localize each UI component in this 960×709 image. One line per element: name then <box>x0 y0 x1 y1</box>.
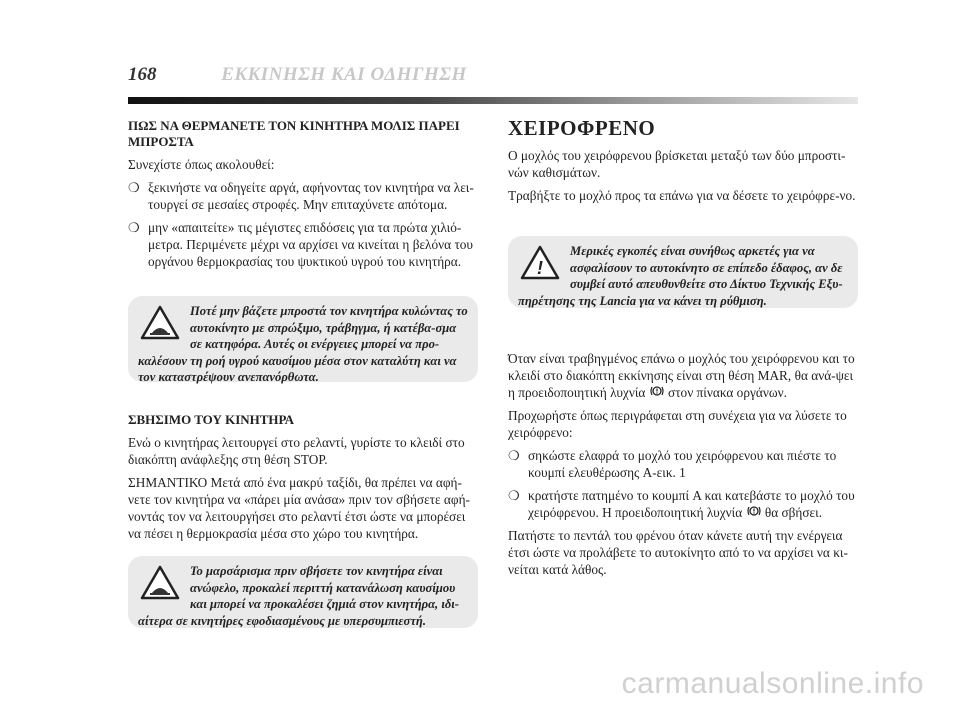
warmup-bullet-2: μην «απαιτείτε» τις μέγιστες επιδόσεις για τα πρώτα χιλιό-μετρα. Περιμένετε μέχρι να αρχίσει να κινείται η βελόνα του οργάνου θερμοκρασίας του ψυκτικού υγρού του κινητήρα. <box>148 220 474 269</box>
release-bullet-1: σηκώστε ελαφρά το μοχλό του χειρόφρενου και πιέστε το κουμπί ελευθέρωσης A-εικ. 1 <box>528 448 837 480</box>
warmup-intro: Συνεχίστε όπως ακολουθεί: <box>128 157 275 172</box>
warning-box-revving <box>128 556 478 628</box>
warning-triangle-icon <box>140 305 182 349</box>
list-item <box>128 179 478 213</box>
page-header <box>128 64 467 86</box>
stop-paragraph-2: ΣΗΜΑΝΤΙΚΟ Μετά από ένα μακρύ ταξίδι, θα πρέπει να αφή-νετε τον κινητήρα να «πάρει μία ανάσα» πριν τον σβήσετε αφή-νοντάς τον να λειτουργήσει στο ρελαντί έτσι ώστε να μπορέσει να πέσει η θερμοκρασία μέσα στο χώρο του κινητήρα. <box>128 475 470 541</box>
list-item: ❍ κρατήστε πατημένο το κουμπί A και κατεβάστε το μοχλό του χειρόφρενου. Η προειδοποιητική λυχνία θα σβήσει. <box>508 488 855 520</box>
bullet-marker: ❍ <box>508 448 520 463</box>
header-rule <box>128 97 858 104</box>
handbrake-paragraph-1: Ο μοχλός του χειρόφρενου βρίσκεται μεταξύ των δύο μπροστι-νών καθισμάτων. <box>508 148 846 180</box>
engaged-paragraph: Όταν είναι τραβηγμένος επάνω ο μοχλός του χειρόφρενου και το κλειδί στο διακόπτη εκκίνησης είναι στη θέση MAR, θα ανά-ψει η προειδοποιητική λυχνία στον πίνακα οργάνων. <box>508 351 855 400</box>
warning-text-handbrake: Μερικές εγκοπές είναι συνήθως αρκετές για να ασφαλίσουν το αυτοκίνητο σε επίπεδο έδαφος, αν δε συμβεί αυτό απευθυνθείτε στο Δίκτυο Τεχνικής Εξυ-πηρέτησης της Lancia για να κάνει τη ρύθμιση. <box>518 244 843 308</box>
warning-triangle-icon <box>140 565 182 609</box>
stop-paragraph-1: Ενώ ο κινητήρας λειτουργεί στο ρελαντί, γυρίστε το κλειδί στο διακόπτη ανάφλεξης στη θέση STOP. <box>128 435 465 467</box>
warning-triangle-icon <box>520 245 562 289</box>
brake-warning-lamp-icon <box>746 504 762 521</box>
bullet-marker: ❍ <box>128 180 140 195</box>
warmup-bullet-1: ξεκινήστε να οδηγείτε αργά, αφήνοντας τον κινητήρα να λει-τουργεί σε μεσαίες στροφές. Μην επιταχύνετε απότομα. <box>148 180 474 212</box>
warning-text-revving: Το μαρσάρισμα πριν σβήσετε τον κινητήρα είναι ανώφελο, προκαλεί περιττή κατανάλωση καυσίμου και μπορεί να προκαλέσει ζημιά στον κινητήρα, ιδι-αίτερα σε κινητήρες εφοδιασμένους με υπερσυμπιεστή. <box>138 564 460 628</box>
section-title: ΕΚΚΙΝΗΣΗ ΚΑΙ ΟΔΗΓΗΣΗ <box>221 64 467 85</box>
left-column-lower <box>128 412 478 548</box>
bullet-marker: ❍ <box>508 488 520 503</box>
bullet-marker: ❍ <box>128 220 140 235</box>
release-intro: Προχωρήστε όπως περιγράφεται στη συνέχεια για να λύσετε το χειρόφρενο: <box>508 408 847 440</box>
stop-heading: ΣΒΗΣΙΜΟ ΤΟΥ ΚΙΝΗΤΗΡΑ <box>128 412 294 427</box>
right-column <box>508 118 858 210</box>
warning-text-push-start: Ποτέ μην βάζετε μπροστά τον κινητήρα κυλώντας το αυτοκίνητο με σπρώξιμο, τράβηγμα, ή κατέβα-σμα σε κατηφόρα. Αυτές οι ενέργειες μπορεί να προ-καλέσουν τη ροή υγρού καυσίμου μέσα στον καταλύτη και να τον καταστρέψουν ανεπανόρθωτα. <box>138 304 468 384</box>
handbrake-paragraph-2: Τραβήξτε το μοχλό προς τα επάνω για να δέσετε το χειρόφρε-νο. <box>508 188 856 203</box>
handbrake-heading: ΧΕΙΡΟΦΡΕΝΟ <box>508 116 656 140</box>
watermark: carmanualsonline.info <box>621 667 924 700</box>
left-column <box>128 118 478 276</box>
list-item <box>508 447 858 481</box>
final-paragraph: Πατήστε το πεντάλ του φρένου όταν κάνετε αυτή την ενέργεια έτσι ώστε να προλάβετε το αυτοκίνητο από το να αρχίσει να κι-νείται κατά λάθος. <box>508 528 848 577</box>
warning-box-push-start <box>128 296 478 382</box>
brake-warning-lamp-icon <box>649 384 665 401</box>
svg-text:!: ! <box>537 258 543 278</box>
warning-box-handbrake <box>508 236 858 308</box>
list-item <box>128 219 478 270</box>
right-column-lower <box>508 350 858 584</box>
warmup-heading: ΠΩΣ ΝΑ ΘΕΡΜΑΝΕΤΕ ΤΟΝ ΚΙΝΗΤΗΡΑ ΜΟΛΙΣ ΠΑΡΕΙ ΜΠΡΟΣΤΑ <box>128 118 460 149</box>
page-number: 168 <box>128 64 157 85</box>
